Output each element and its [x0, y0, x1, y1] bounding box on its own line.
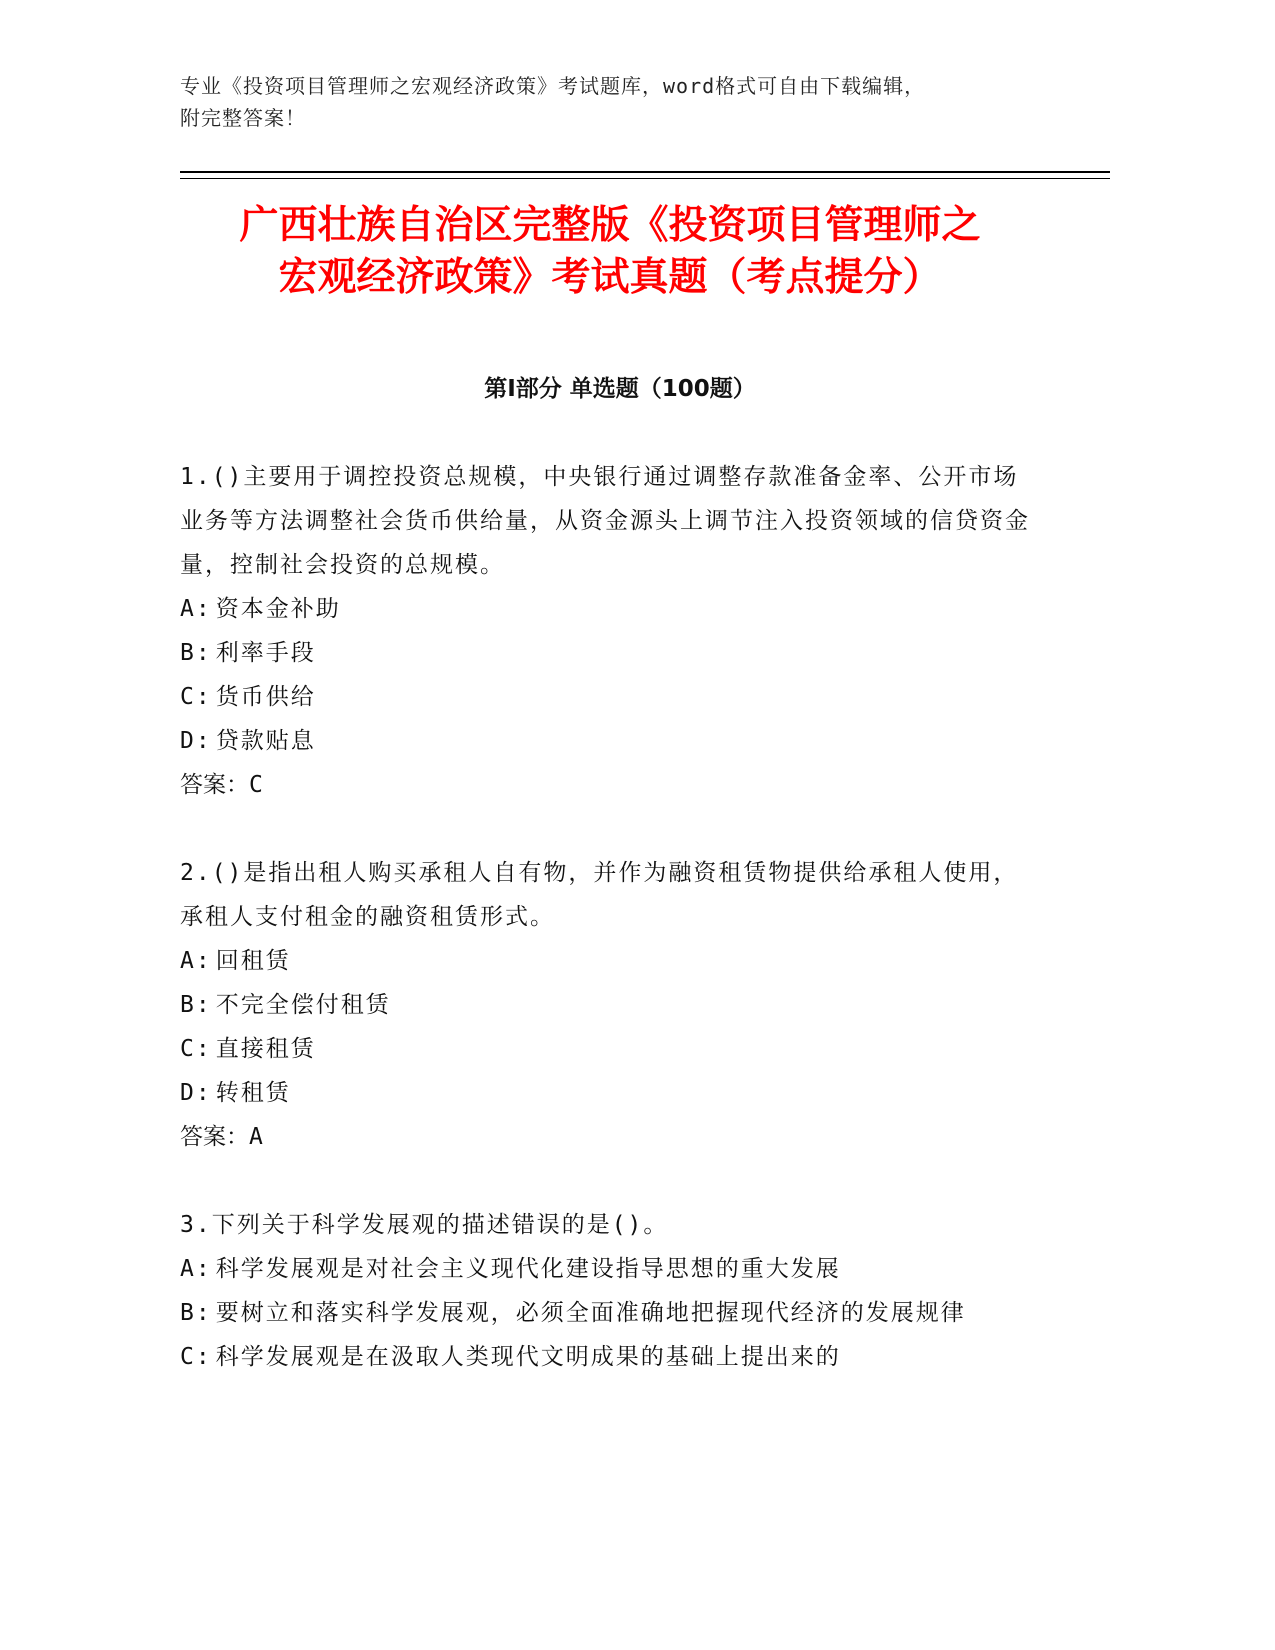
- option-text: 直接租赁: [215, 1036, 316, 1062]
- answer-line: [180, 763, 1030, 807]
- option-text: 货币供给: [215, 684, 316, 710]
- option-letter: A:: [180, 1256, 212, 1282]
- option-c: [180, 1335, 1030, 1379]
- header-rule-thin: [180, 178, 1110, 179]
- question-1: [180, 455, 1030, 807]
- option-letter: C:: [180, 684, 212, 710]
- option-letter: D:: [180, 728, 212, 754]
- option-text: 回租赁: [215, 948, 291, 974]
- title-line-1: 广西壮族自治区完整版《投资项目管理师之: [239, 203, 981, 248]
- option-c: [180, 675, 1030, 719]
- document-title: [160, 200, 1060, 304]
- option-text: 要树立和落实科学发展观，必须全面准确地把握现代经济的发展规律: [215, 1300, 966, 1326]
- option-letter: A:: [180, 596, 212, 622]
- question-stem: 2.()是指出租人购买承租人自有物，并作为融资租赁物提供给承租人使用，承租人支付租金的融资租赁形式。: [180, 860, 1019, 930]
- option-letter: D:: [180, 1080, 212, 1106]
- option-d: [180, 1071, 1030, 1115]
- option-b: [180, 631, 1030, 675]
- option-text: 转租赁: [215, 1080, 291, 1106]
- option-a: [180, 587, 1030, 631]
- intro-line-1: 专业《投资项目管理师之宏观经济政策》考试题库，word格式可自由下载编辑，: [180, 74, 926, 98]
- option-a: [180, 939, 1030, 983]
- option-d: [180, 719, 1030, 763]
- section-heading: 第Ⅰ部分 单选题（100题）: [484, 376, 756, 402]
- intro-line-2: 附完整答案！: [180, 106, 306, 130]
- option-letter: C:: [180, 1036, 212, 1062]
- option-letter: C:: [180, 1344, 212, 1370]
- answer-value: C: [249, 772, 263, 798]
- option-c: [180, 1027, 1030, 1071]
- option-text: 贷款贴息: [215, 728, 316, 754]
- answer-label: 答案：: [180, 1124, 249, 1150]
- answer-value: A: [249, 1124, 263, 1150]
- answer-label: 答案：: [180, 772, 249, 798]
- document-intro: [180, 70, 1060, 134]
- question-stem: 1.()主要用于调控投资总规模，中央银行通过调整存款准备金率、公开市场业务等方法调整社会货币供给量，从资金源头上调节注入投资领域的信贷资金量，控制社会投资的总规模。: [180, 464, 1030, 578]
- option-letter: B:: [180, 1300, 212, 1326]
- option-text: 科学发展观是对社会主义现代化建设指导思想的重大发展: [215, 1256, 841, 1282]
- title-line-2: 宏观经济政策》考试真题（考点提分）: [278, 255, 942, 300]
- question-list: [180, 455, 1030, 1423]
- option-a: [180, 1247, 1030, 1291]
- option-b: [180, 1291, 1030, 1335]
- option-b: [180, 983, 1030, 1027]
- header-rule-thick: [180, 171, 1110, 173]
- question-2: [180, 851, 1030, 1159]
- question-stem: 3.下列关于科学发展观的描述错误的是()。: [180, 1212, 669, 1238]
- option-text: 科学发展观是在汲取人类现代文明成果的基础上提出来的: [215, 1344, 841, 1370]
- question-3: [180, 1203, 1030, 1379]
- option-text: 利率手段: [215, 640, 316, 666]
- answer-line: [180, 1115, 1030, 1159]
- option-letter: A:: [180, 948, 212, 974]
- option-text: 资本金补助: [215, 596, 341, 622]
- option-letter: B:: [180, 992, 212, 1018]
- option-letter: B:: [180, 640, 212, 666]
- option-text: 不完全偿付租赁: [215, 992, 391, 1018]
